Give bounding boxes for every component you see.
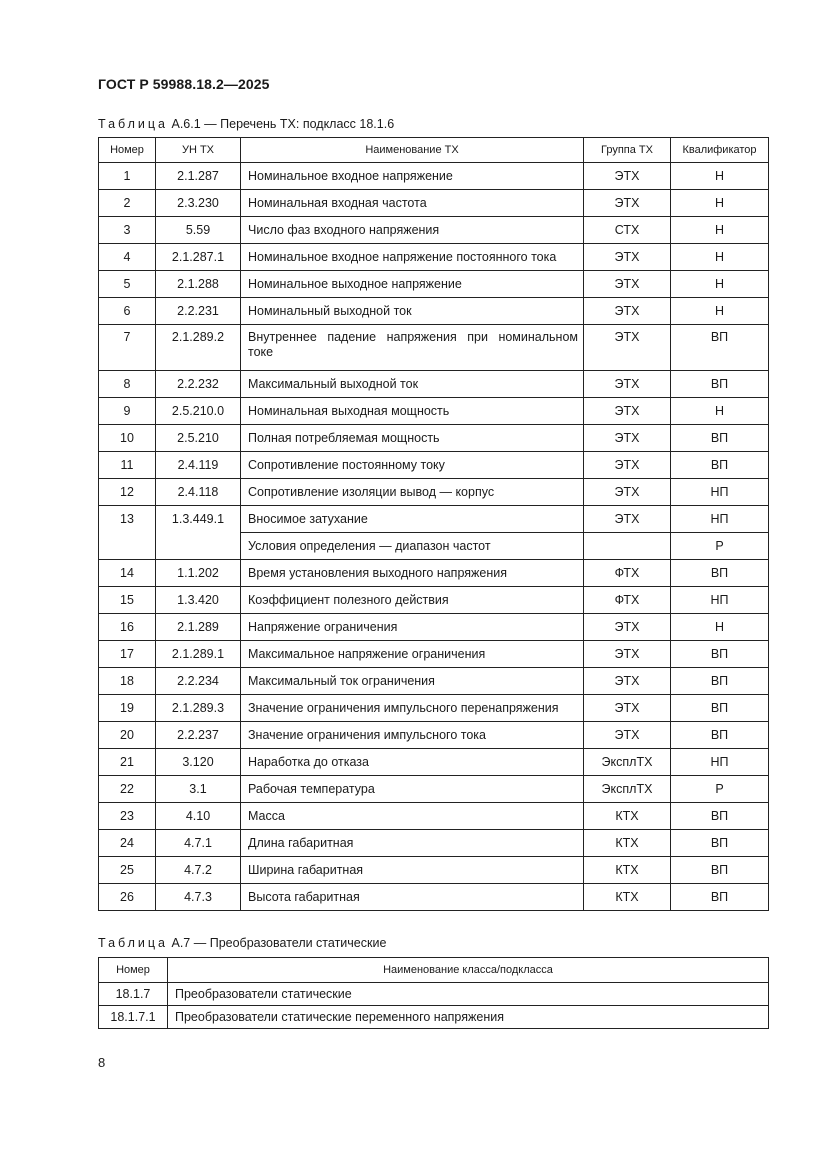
tx-list-table [98,137,769,911]
cell-code: 1.3.449.1 [156,506,241,533]
cell-group: ЭТХ [584,371,671,398]
table-header-row [99,138,769,163]
cell-number: 4 [99,244,156,271]
cell-name: Вносимое затухание [241,506,584,533]
table2-caption-word: Таблица [98,936,169,950]
table-row [99,749,769,776]
cell-code: 2.3.230 [156,190,241,217]
cell-name: Напряжение ограничения [241,614,584,641]
cell-qualifier: ВП [671,641,769,668]
cell-qualifier: ВП [671,830,769,857]
cell-number: 19 [99,695,156,722]
cell-number: 18 [99,668,156,695]
table-row [99,163,769,190]
cell-name: Условия определения — диапазон частот [241,533,584,560]
table-row [99,983,769,1006]
table2-caption-text: А.7 — Преобразователи статические [171,936,387,950]
table-row [99,830,769,857]
cell-qualifier: ВП [671,884,769,911]
cell-group: ЭТХ [584,298,671,325]
cell-group: ЭТХ [584,722,671,749]
cell-name: Значение ограничения импульсного тока [241,722,584,749]
cell-name: Рабочая температура [241,776,584,803]
cell-number: 20 [99,722,156,749]
page-number: 8 [98,1055,106,1070]
cell-group: ЭТХ [584,641,671,668]
cell-group: ФТХ [584,560,671,587]
cell-code: 1.3.420 [156,587,241,614]
cell-number: 26 [99,884,156,911]
cell-number: 16 [99,614,156,641]
cell-code: 2.1.289 [156,614,241,641]
cell-group: ЭТХ [584,506,671,533]
cell-group: ЭТХ [584,325,671,371]
cell-name: Максимальный выходной ток [241,371,584,398]
cell-number: 8 [99,371,156,398]
cell-qualifier: Р [671,533,769,560]
table1-caption-text: А.6.1 — Перечень ТХ: подкласс 18.1.6 [171,117,395,131]
cell-number: 25 [99,857,156,884]
cell-code: 3.1 [156,776,241,803]
table-row [99,271,769,298]
cell-code: 2.2.234 [156,668,241,695]
cell-number: 17 [99,641,156,668]
table-row [99,425,769,452]
cell-name: Номинальный выходной ток [241,298,584,325]
cell-number: 7 [99,325,156,371]
cell-name: Максимальное напряжение ограничения [241,641,584,668]
cell-name: Полная потребляемая мощность [241,425,584,452]
cell-group: ЭТХ [584,452,671,479]
cell-group [584,533,671,560]
cell-group: ЭТХ [584,244,671,271]
table-row [99,452,769,479]
cell-number: 15 [99,587,156,614]
cell-number: 11 [99,452,156,479]
cell-qualifier: ВП [671,452,769,479]
cell-number: 21 [99,749,156,776]
cell-qualifier: Н [671,398,769,425]
cell-qualifier: Н [671,190,769,217]
table-row [99,884,769,911]
cell-qualifier: Н [671,244,769,271]
table2-caption [98,936,386,950]
cell-group: ЭТХ [584,398,671,425]
table-row [99,190,769,217]
cell-name: Номинальное выходное напряжение [241,271,584,298]
cell-name: Номинальное входное напряжение [241,163,584,190]
cell-name: Коэффициент полезного действия [241,587,584,614]
cell-code: 4.7.3 [156,884,241,911]
cell-number [99,533,156,560]
cell-code: 2.1.289.1 [156,641,241,668]
cell-code: 2.1.287 [156,163,241,190]
cell-name: Высота габаритная [241,884,584,911]
cell-name: Внутреннее падение напряжения при номинальном токе [241,325,584,371]
cell-number: 10 [99,425,156,452]
cell-number: 13 [99,506,156,533]
cell-group: СТХ [584,217,671,244]
table-row [99,695,769,722]
cell-qualifier: ВП [671,425,769,452]
table-row [99,560,769,587]
cell-group: ЭТХ [584,479,671,506]
cell-number: 5 [99,271,156,298]
cell-name: Ширина габаритная [241,857,584,884]
cell-number: 9 [99,398,156,425]
table-row [99,298,769,325]
column-header-code: УН ТХ [156,138,241,163]
cell-group: ЭТХ [584,695,671,722]
cell-code: 4.7.1 [156,830,241,857]
table-row [99,722,769,749]
cell-number: 18.1.7 [99,983,168,1006]
cell-qualifier: Н [671,163,769,190]
column-header-class-name: Наименование класса/подкласса [168,958,769,983]
document-header: ГОСТ Р 59988.18.2—2025 [98,76,270,92]
table-row [99,614,769,641]
cell-code: 2.1.287.1 [156,244,241,271]
cell-qualifier: Р [671,776,769,803]
cell-number: 12 [99,479,156,506]
cell-code: 2.5.210.0 [156,398,241,425]
cell-group: ЭТХ [584,163,671,190]
cell-code: 2.4.118 [156,479,241,506]
cell-code: 1.1.202 [156,560,241,587]
cell-number: 1 [99,163,156,190]
cell-qualifier: Н [671,614,769,641]
column-header-number: Номер [99,958,168,983]
cell-code: 2.2.231 [156,298,241,325]
column-header-qualifier: Квалификатор [671,138,769,163]
cell-qualifier: НП [671,749,769,776]
cell-code: 3.120 [156,749,241,776]
table-row [99,803,769,830]
cell-group: ЭксплТХ [584,749,671,776]
table-row [99,641,769,668]
cell-group: КТХ [584,803,671,830]
table-row [99,668,769,695]
cell-qualifier: ВП [671,560,769,587]
table-row [99,244,769,271]
cell-group: ЭТХ [584,614,671,641]
cell-code: 2.2.237 [156,722,241,749]
cell-number: 18.1.7.1 [99,1006,168,1029]
cell-code: 2.5.210 [156,425,241,452]
converter-class-table [98,957,769,1029]
table-row [99,533,769,560]
table-row [99,479,769,506]
cell-code: 2.2.232 [156,371,241,398]
cell-group: ЭТХ [584,271,671,298]
cell-code: 2.4.119 [156,452,241,479]
table-row [99,857,769,884]
cell-qualifier: Н [671,271,769,298]
cell-qualifier: ВП [671,371,769,398]
cell-group: ФТХ [584,587,671,614]
cell-name: Масса [241,803,584,830]
cell-group: КТХ [584,830,671,857]
cell-code: 5.59 [156,217,241,244]
cell-code: 2.1.289.3 [156,695,241,722]
table-row [99,398,769,425]
cell-qualifier: ВП [671,857,769,884]
cell-number: 3 [99,217,156,244]
cell-number: 23 [99,803,156,830]
cell-group: ЭТХ [584,668,671,695]
cell-qualifier: Н [671,217,769,244]
cell-name: Значение ограничения импульсного перенапряжения [241,695,584,722]
cell-name: Наработка до отказа [241,749,584,776]
cell-number: 2 [99,190,156,217]
cell-number: 14 [99,560,156,587]
table-row [99,371,769,398]
cell-name: Номинальная выходная мощность [241,398,584,425]
cell-code: 4.10 [156,803,241,830]
cell-qualifier: ВП [671,695,769,722]
table-row [99,776,769,803]
table1-caption [98,117,394,131]
cell-qualifier: ВП [671,325,769,371]
table-row [99,217,769,244]
cell-code: 2.1.289.2 [156,325,241,371]
cell-number: 22 [99,776,156,803]
cell-number: 24 [99,830,156,857]
cell-name: Номинальное входное напряжение постоянного тока [241,244,584,271]
table-row [99,587,769,614]
cell-name: Сопротивление изоляции вывод — корпус [241,479,584,506]
cell-group: КТХ [584,857,671,884]
cell-name: Число фаз входного напряжения [241,217,584,244]
cell-group: КТХ [584,884,671,911]
cell-name: Длина габаритная [241,830,584,857]
table-row [99,506,769,533]
cell-name: Максимальный ток ограничения [241,668,584,695]
cell-name: Сопротивление постоянному току [241,452,584,479]
cell-number: 6 [99,298,156,325]
cell-code [156,533,241,560]
cell-qualifier: НП [671,506,769,533]
cell-group: ЭТХ [584,425,671,452]
cell-name: Номинальная входная частота [241,190,584,217]
cell-class-name: Преобразователи статические переменного напряжения [168,1006,769,1029]
cell-qualifier: НП [671,479,769,506]
table1-caption-word: Таблица [98,117,169,131]
cell-qualifier: Н [671,298,769,325]
table-row [99,1006,769,1029]
cell-qualifier: НП [671,587,769,614]
cell-class-name: Преобразователи статические [168,983,769,1006]
cell-name: Время установления выходного напряжения [241,560,584,587]
table-header-row [99,958,769,983]
column-header-number: Номер [99,138,156,163]
column-header-name: Наименование ТХ [241,138,584,163]
cell-group: ЭксплТХ [584,776,671,803]
cell-qualifier: ВП [671,722,769,749]
cell-group: ЭТХ [584,190,671,217]
column-header-group: Группа ТХ [584,138,671,163]
cell-code: 2.1.288 [156,271,241,298]
table-row [99,325,769,371]
cell-qualifier: ВП [671,803,769,830]
cell-qualifier: ВП [671,668,769,695]
cell-code: 4.7.2 [156,857,241,884]
